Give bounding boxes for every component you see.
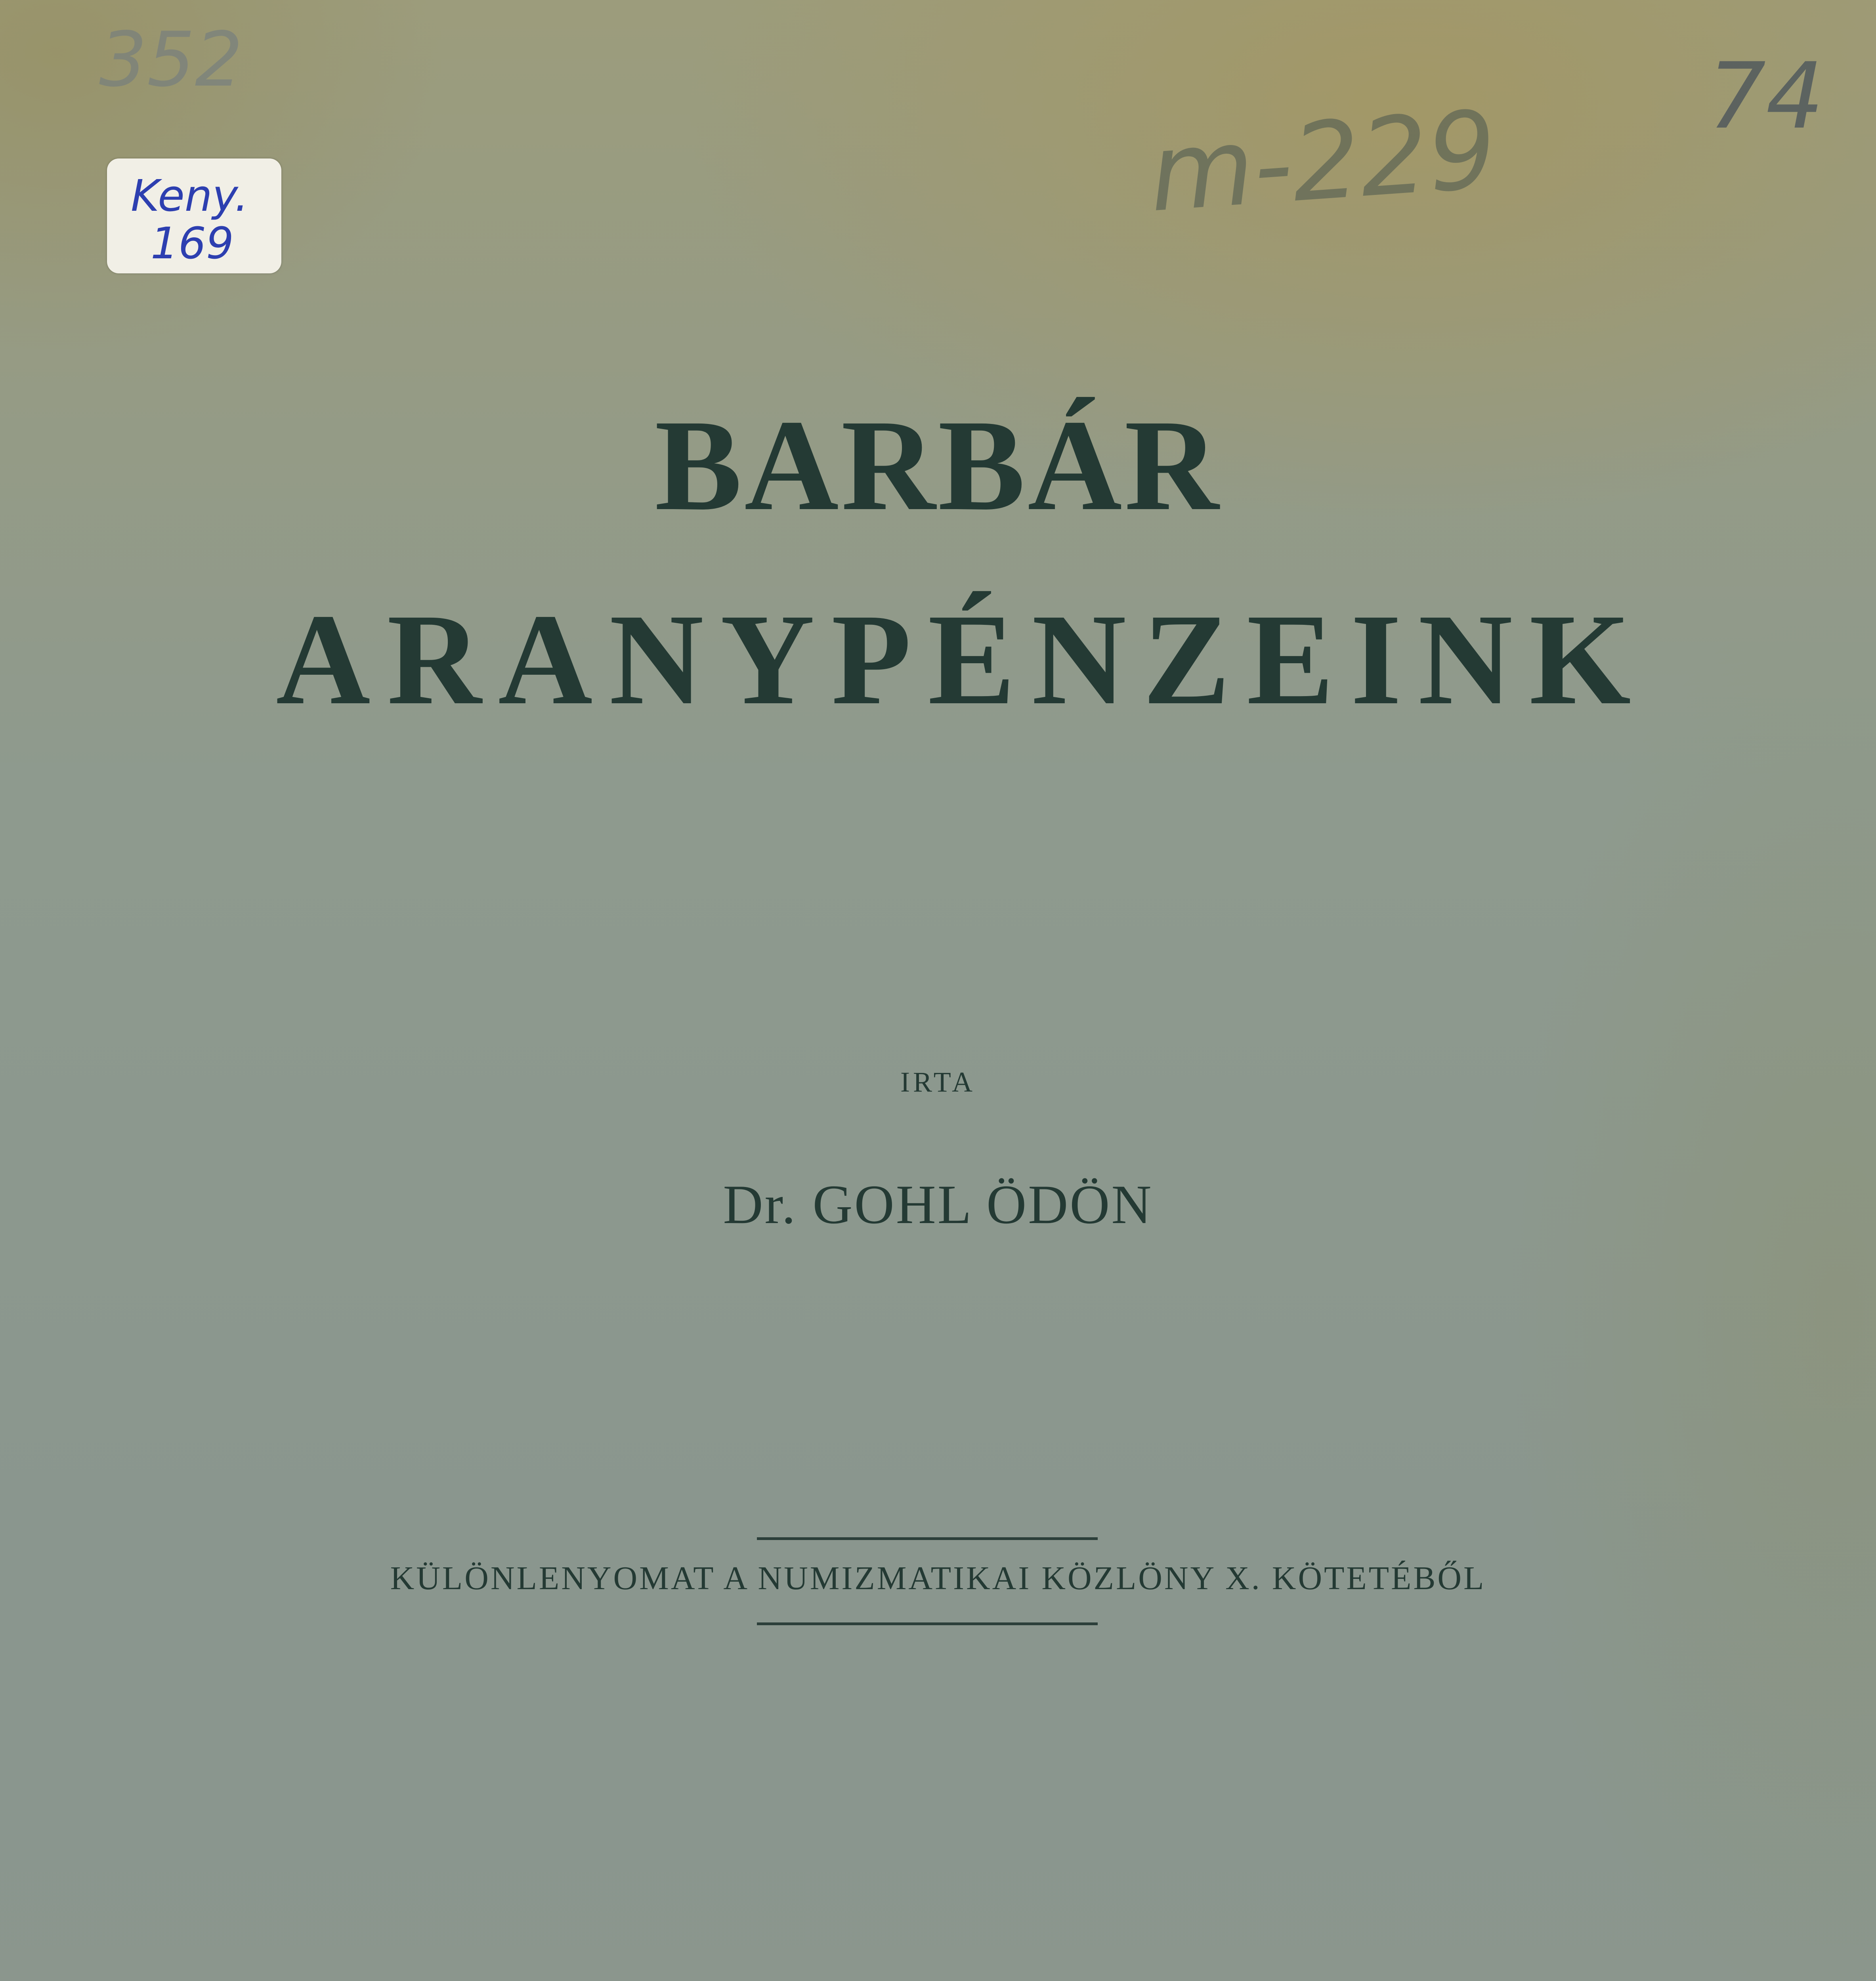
title-line-2: ARANYPÉNZEINK [276,587,1648,732]
library-label-line2: 169 [151,218,234,269]
author-name: Dr. GOHL ÖDÖN [723,1174,1153,1235]
library-label [107,158,281,273]
handwritten-number-top-right: 74 [1708,44,1824,149]
library-label-line1: Keny. [131,170,249,221]
handwritten-shelfmark: m-229 [1145,87,1500,236]
byline-label: IRTA [900,1066,976,1098]
divider-bottom [757,1622,1098,1625]
title-line-1: BARBÁR [655,393,1221,538]
handwritten-number-top-left: 352 [99,16,243,103]
divider-top [757,1537,1098,1540]
offprint-note: KÜLÖNLENYOMAT A NUMIZMATIKAI KÖZLÖNY X. KÖTETÉBŐL [390,1560,1486,1597]
